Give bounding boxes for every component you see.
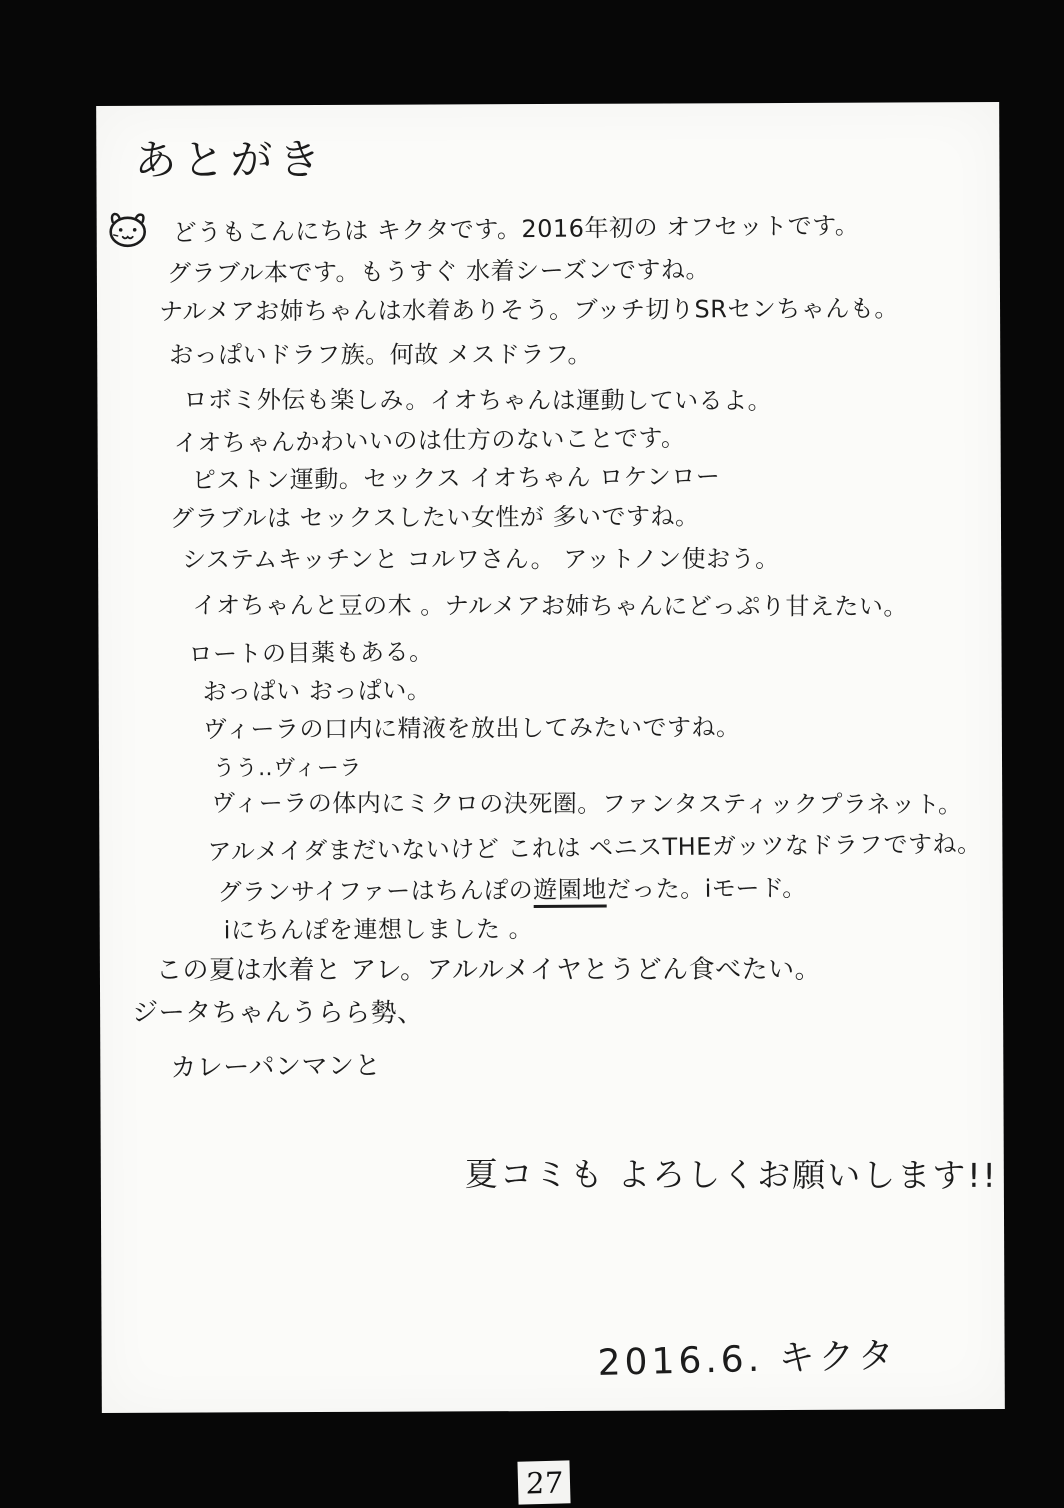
handwritten-line: おっぱい おっぱい。 — [202, 676, 432, 706]
handwritten-line: iにちんぽを連想しました 。 — [223, 915, 534, 945]
handwritten-line: グランサイファーはちんぽの遊園地だった。iモード。 — [217, 873, 807, 907]
handwritten-line: ロボミ外伝も楽しみ。イオちゃんは運動しているよ。 — [183, 385, 773, 415]
handwritten-line: アルメイダまだいないけど これは ペニスTHEガッツなドラフですね。 — [207, 829, 982, 866]
date-signature: 2016.6. キクタ — [597, 1335, 899, 1384]
handwritten-line: うう‥ヴィーラ — [213, 756, 362, 782]
handwritten-line: グラブルは セックスしたい女性が 多いですね。 — [169, 502, 700, 533]
handwritten-line: ナルメアお姉ちゃんは水着ありそう。ブッチ切りSRセンちゃんも。 — [158, 294, 899, 326]
handwritten-line: どうもこんにちは キクタです。2016年初の オフセットです。 — [172, 211, 860, 247]
handwritten-line: グラブル本です。もうすぐ 水着シーズンですね。 — [166, 255, 711, 288]
handwritten-line: おっぱいドラフ族。何故 メスドラフ。 — [169, 340, 592, 369]
cat-face-icon — [105, 212, 151, 250]
handwritten-line: ヴィーラの口内に精液を放出してみたいですね。 — [202, 713, 741, 744]
handwritten-line: カレーパンマンと — [170, 1051, 382, 1084]
handwritten-line: ヴィーラの体内にミクロの決死圏。ファンタスティックプラネット。 — [211, 789, 963, 819]
page-title: あとがき — [134, 134, 327, 185]
afterword-page — [96, 102, 1005, 1413]
page-number-box — [517, 1460, 570, 1504]
handwritten-line: この夏は水着と アレ。アルルメイヤとうどん食べたい。 — [155, 954, 822, 986]
handwritten-line: ロートの目薬もある。 — [188, 637, 434, 669]
handwritten-line: イオちゃんと豆の木 。ナルメアお姉ちゃんにどっぷり甘えたい。 — [192, 591, 908, 621]
signoff-line: 夏コミも よろしくお願いします!! — [464, 1154, 998, 1195]
handwritten-line: システムキッチンと コルワさん。 アットノン使おう。 — [182, 544, 780, 574]
handwritten-line: イオちゃんかわいいのは仕方のないことです。 — [173, 423, 686, 458]
handwritten-line: ピストン運動。セックス イオちゃん ロケンロー — [191, 462, 721, 495]
page-number: 27 — [524, 1464, 564, 1501]
handwritten-line: ジータちゃんうらら勢、 — [132, 997, 424, 1029]
